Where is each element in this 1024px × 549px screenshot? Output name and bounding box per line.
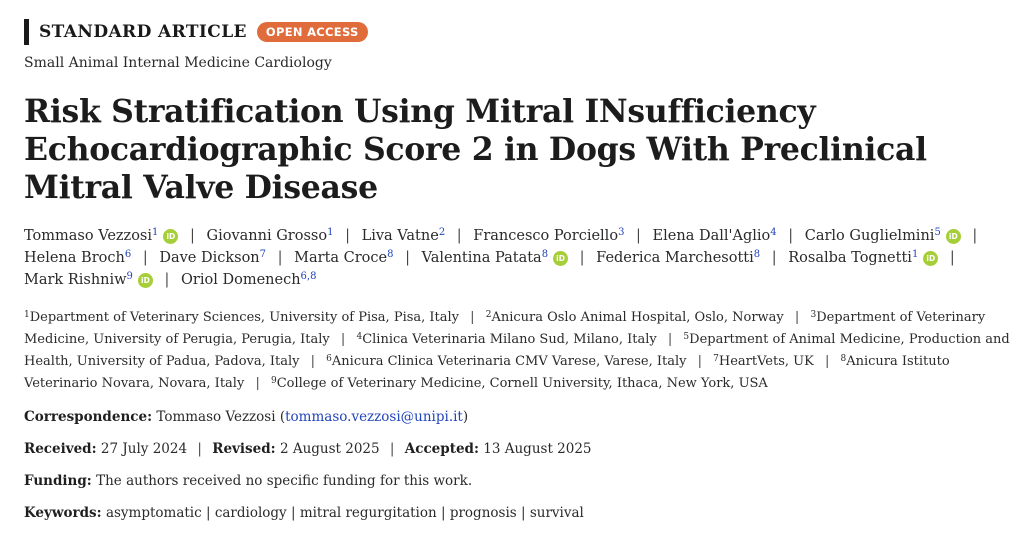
affiliation-number: 7: [713, 354, 719, 364]
author: [24, 228, 178, 244]
article-type: STANDARD ARTICLE: [39, 22, 247, 42]
author-affiliation-ref[interactable]: 4: [770, 227, 777, 238]
author-affiliation-ref[interactable]: 1: [152, 227, 159, 238]
author: [181, 272, 316, 288]
affiliation-number: 2: [485, 310, 492, 320]
author-list: [24, 225, 1014, 291]
affiliation-number: 3: [810, 310, 817, 320]
author-name[interactable]: Liva Vatne: [361, 228, 439, 244]
article-header: [24, 18, 1014, 523]
affiliation-text: Clinica Veterinaria Milano Sud, Milano, Italy: [362, 332, 657, 347]
separator: |: [579, 250, 585, 266]
correspondence-name: Tommaso Vezzosi: [156, 409, 276, 425]
keywords-text: asymptomatic | cardiology | mitral regurgitation | prognosis | survival: [105, 505, 584, 521]
article-title: Risk Stratification Using Mitral INsufficiency Echocardiographic Score 2 in Dogs With Preclinical Mitral Valve Disease: [24, 93, 927, 206]
author: [294, 250, 393, 266]
affiliation-text: Anicura Istituto Veterinario Novara, Novara, Italy: [24, 354, 950, 391]
affiliation-list: [24, 307, 1014, 395]
keywords: [24, 503, 1014, 523]
author-affiliation-ref[interactable]: 3: [618, 227, 625, 238]
affiliation-text: HeartVets, UK: [718, 354, 814, 369]
separator: |: [456, 228, 462, 244]
author-affiliation-ref[interactable]: 6,8: [300, 271, 317, 282]
author-affiliation-ref[interactable]: 8: [387, 249, 394, 260]
affiliation-text: College of Veterinary Medicine, Cornell University, Ithaca, New York, USA: [276, 376, 768, 391]
correspondence: [24, 407, 1014, 427]
received-label: Received:: [24, 441, 97, 457]
affiliation-number: 8: [840, 354, 847, 364]
accepted-label: Accepted:: [404, 441, 479, 457]
separator: |: [949, 250, 955, 266]
separator: |: [824, 354, 830, 369]
separator: |: [190, 228, 195, 244]
received-date: 27 July 2024: [100, 441, 188, 457]
author-name[interactable]: Federica Marchesotti: [596, 250, 754, 266]
affiliation: [271, 376, 768, 391]
affiliation: [356, 332, 656, 347]
author-name[interactable]: Tommaso Vezzosi: [24, 228, 153, 244]
separator: |: [636, 228, 641, 244]
orcid-icon[interactable]: iD: [163, 229, 178, 244]
affiliation-number: 9: [270, 376, 277, 386]
affiliation-number: 4: [356, 332, 363, 342]
author: [207, 228, 334, 244]
author-affiliation-ref[interactable]: 5: [934, 227, 941, 238]
open-access-badge: OPEN ACCESS: [257, 22, 368, 42]
author: [473, 228, 624, 244]
separator: |: [794, 310, 800, 325]
author-affiliation-ref[interactable]: 7: [259, 249, 267, 260]
separator: |: [197, 441, 202, 457]
orcid-icon[interactable]: iD: [946, 229, 961, 244]
separator: |: [277, 250, 283, 266]
separator: |: [345, 228, 350, 244]
revised-date: 2 August 2025: [279, 441, 380, 457]
author-name[interactable]: Elena Dall'Aglio: [652, 228, 771, 244]
orcid-icon[interactable]: iD: [553, 251, 568, 266]
author: [24, 272, 153, 288]
separator: |: [788, 228, 794, 244]
affiliation-number: 1: [24, 310, 30, 320]
separator: |: [972, 228, 978, 244]
author: [362, 228, 446, 244]
separator: |: [310, 354, 316, 369]
author-affiliation-ref[interactable]: 1: [327, 227, 334, 238]
separator: |: [697, 354, 702, 369]
correspondence-close-paren: ): [462, 409, 469, 425]
separator: |: [405, 250, 410, 266]
author-name[interactable]: Carlo Guglielmini: [804, 228, 935, 244]
affiliation-text: Department of Veterinary Sciences, University of Pisa, Pisa, Italy: [29, 310, 460, 325]
affiliation-text: Anicura Oslo Animal Hospital, Oslo, Norway: [491, 310, 784, 325]
author-name[interactable]: Giovanni Grosso: [206, 228, 328, 244]
funding-text: The authors received no specific funding for this work.: [96, 473, 473, 489]
affiliation-text: Department of Veterinary Medicine, University of Perugia, Perugia, Italy: [24, 310, 986, 347]
correspondence-label: Correspondence:: [24, 409, 153, 425]
funding: [24, 471, 1014, 491]
correspondence-email-link[interactable]: tommaso.vezzosi@unipi.it: [285, 409, 463, 425]
separator: |: [389, 441, 395, 457]
author-affiliation-ref[interactable]: 9: [126, 271, 133, 282]
affiliation: [486, 310, 784, 325]
affiliation-text: Anicura Clinica Veterinaria CMV Varese, Varese, Italy: [331, 354, 687, 369]
affiliation: [713, 354, 814, 369]
funding-label: Funding:: [24, 473, 92, 489]
author-name[interactable]: Francesco Porciello: [473, 228, 619, 244]
affiliation-number: 5: [683, 332, 690, 342]
author-name[interactable]: Mark Rishniw: [24, 272, 127, 288]
affiliation-text: Department of Animal Medicine, Production and Health, University of Padua, Padova, Italy: [24, 332, 1010, 369]
author-name[interactable]: Marta Croce: [294, 250, 388, 266]
orcid-icon[interactable]: iD: [923, 251, 938, 266]
author: [159, 250, 266, 266]
author-affiliation-ref[interactable]: 6: [124, 249, 132, 260]
dates-line: [24, 439, 1014, 459]
author-affiliation-ref[interactable]: 2: [438, 227, 446, 238]
author: [805, 228, 961, 244]
affiliation: [24, 310, 459, 325]
author-affiliation-ref[interactable]: 8: [541, 249, 549, 260]
author: [788, 250, 938, 266]
affiliation: [326, 354, 686, 369]
separator: |: [340, 332, 346, 347]
author-name[interactable]: Valentina Patata: [421, 250, 542, 266]
revised-label: Revised:: [212, 441, 276, 457]
author-name[interactable]: Oriol Domenech: [181, 272, 301, 288]
separator: |: [667, 332, 673, 347]
separator: |: [470, 310, 475, 325]
accent-bar: [24, 19, 29, 45]
author-name[interactable]: Rosalba Tognetti: [788, 250, 912, 266]
author-affiliation-ref[interactable]: 8: [753, 249, 761, 260]
author-name[interactable]: Dave Dickson: [159, 250, 260, 266]
separator: |: [255, 376, 260, 391]
author: [24, 250, 131, 266]
orcid-icon[interactable]: iD: [138, 273, 153, 288]
affiliation-number: 6: [326, 354, 332, 364]
correspondence-open-paren: (: [279, 409, 286, 425]
author-name[interactable]: Helena Broch: [24, 250, 125, 266]
keywords-label: Keywords:: [24, 505, 102, 521]
accepted-date: 13 August 2025: [483, 441, 592, 457]
author-affiliation-ref[interactable]: 1: [911, 249, 919, 260]
separator: |: [771, 250, 777, 266]
separator: |: [164, 272, 170, 288]
separator: |: [142, 250, 148, 266]
article-type-row: [24, 18, 1014, 46]
journal-section: Small Animal Internal Medicine Cardiology: [24, 55, 332, 71]
author: [596, 250, 760, 266]
author: [422, 250, 568, 266]
author: [653, 228, 777, 244]
